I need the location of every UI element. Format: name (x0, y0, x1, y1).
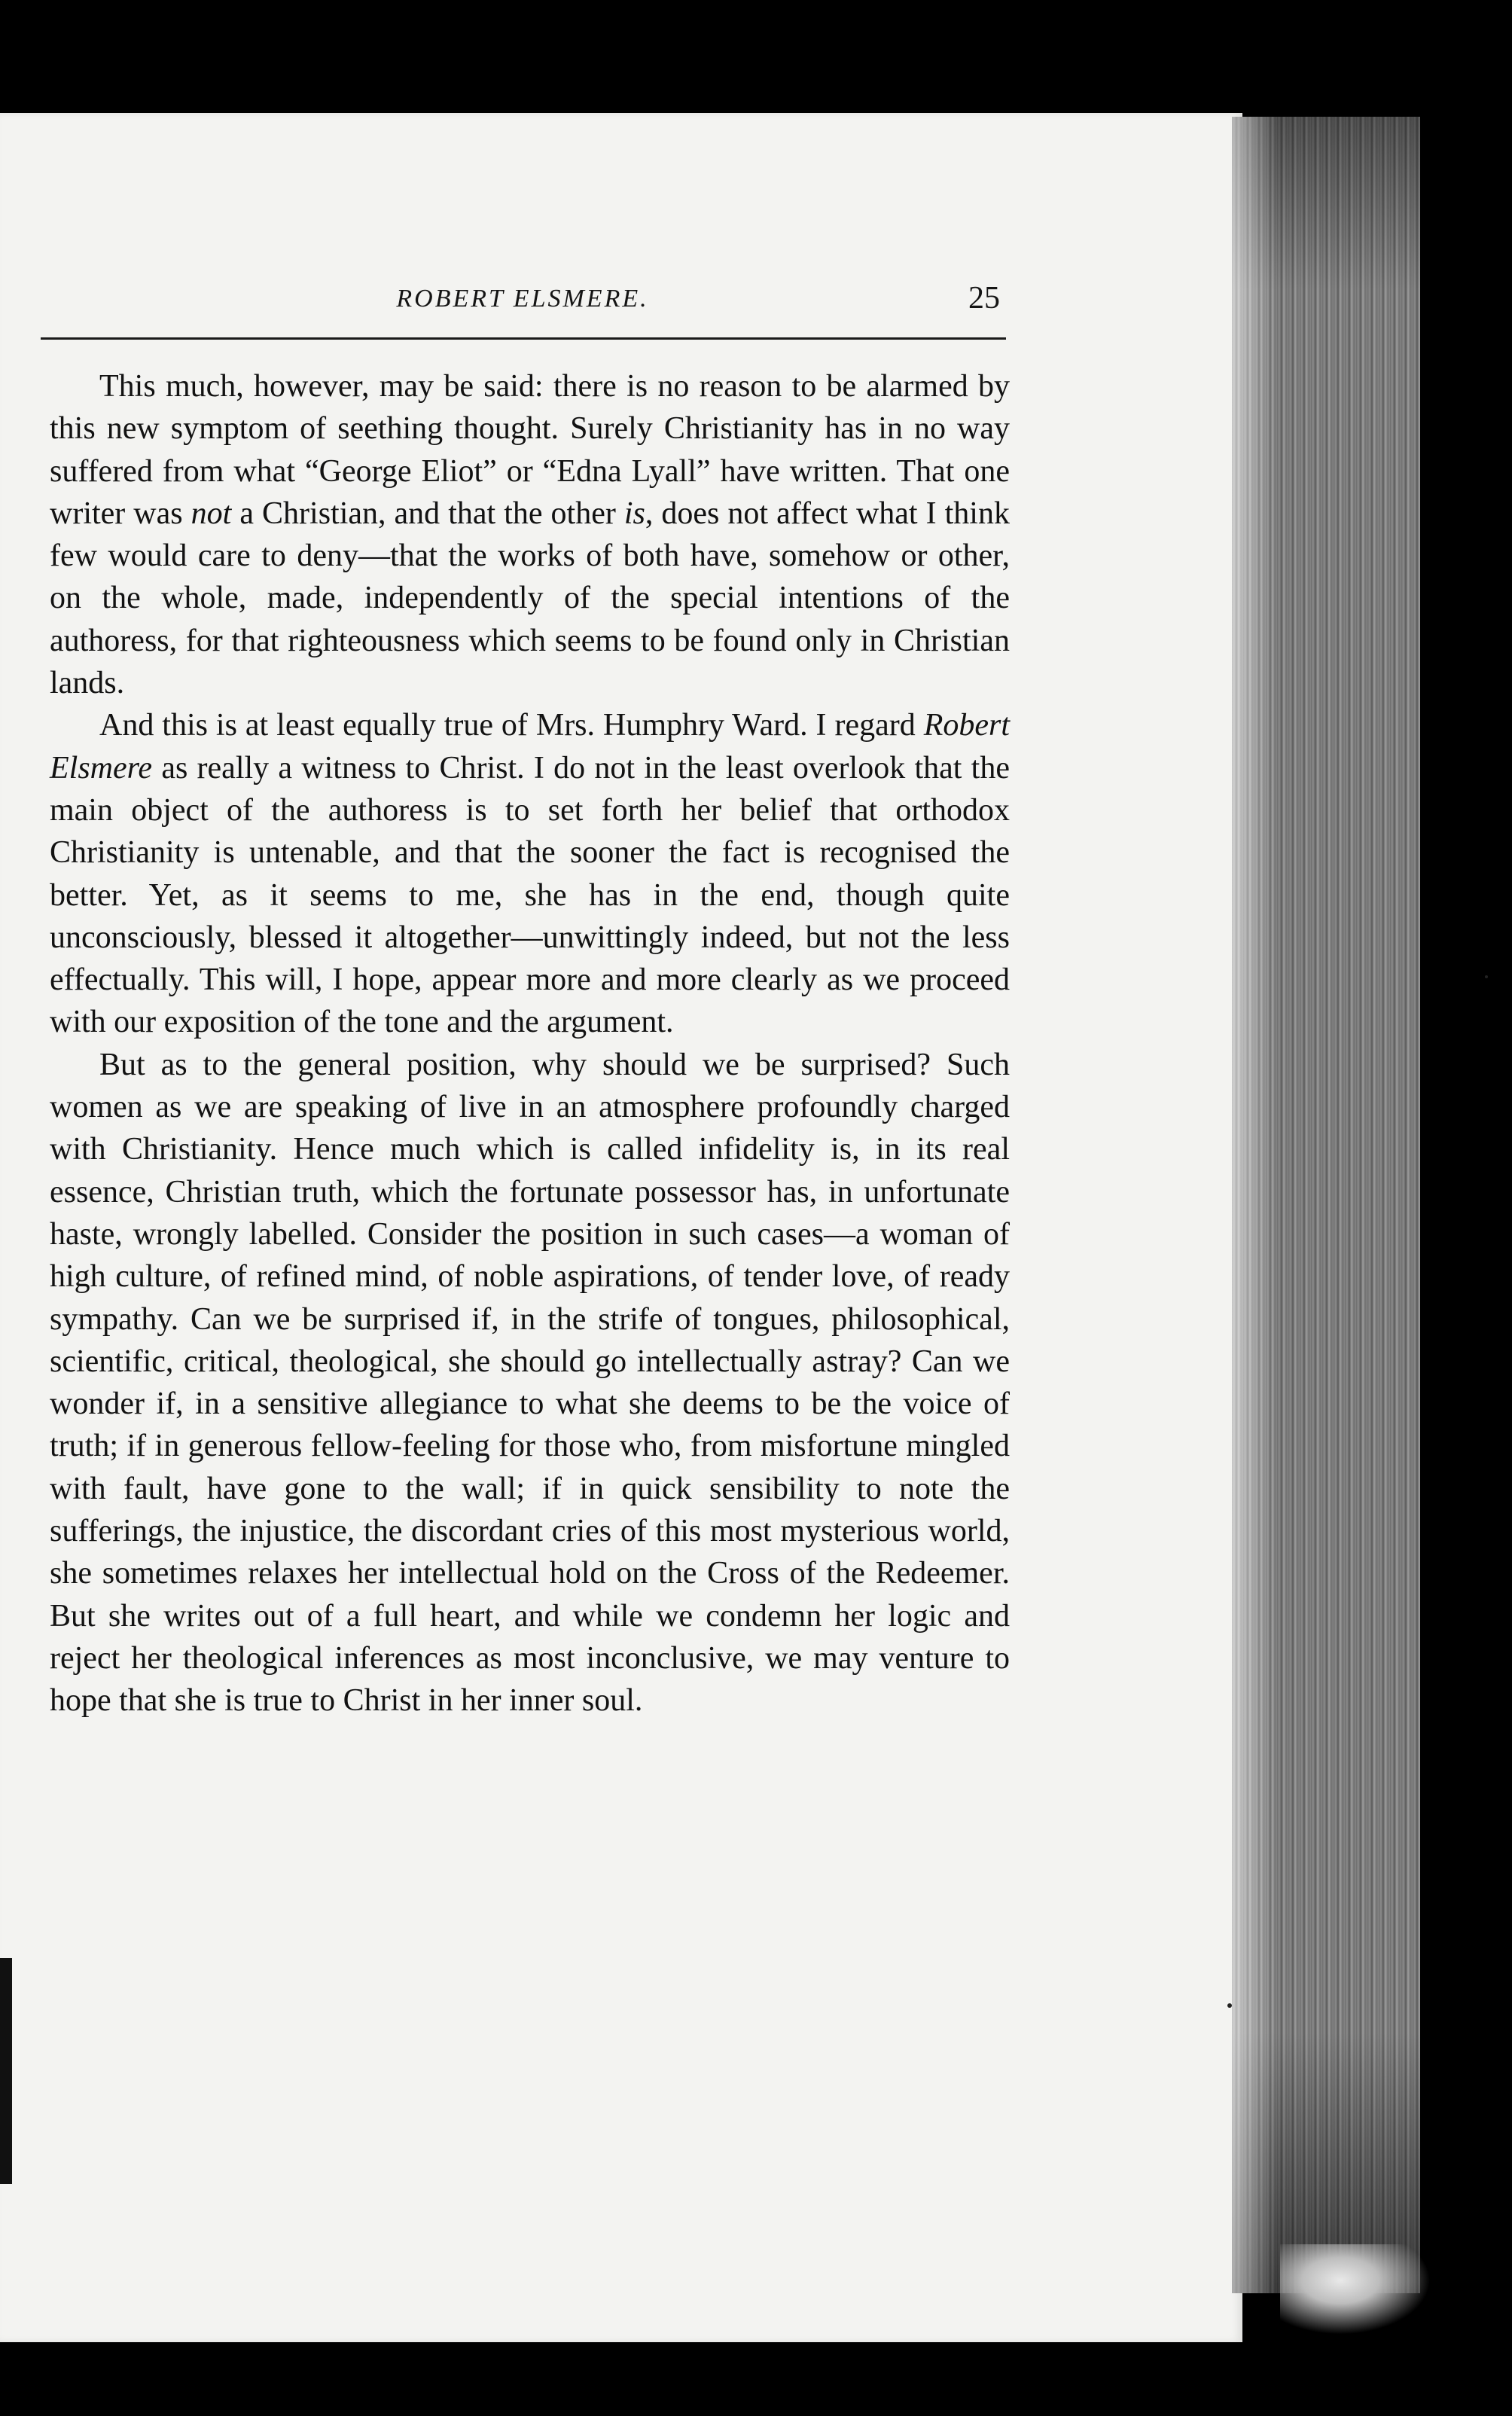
text-run: But as to the general position, why should we be surprised? Such women as we are speaking of live in an atmosphere profoundly charged with Christianity. Hence much which is called infidelity is, in its real essence, Christian truth, which the fortunate possessor has, in unfortunate haste, wrongly labelled. Consider the position in such cases—a woman of high culture, of refined mind, of noble aspirations, of tender love, of ready sympathy. Can we be surprised if, in the strife of tongues, philosophical, scientific, critical, theological, she should go intellectually astray? Can we wonder if, in a sensitive allegiance to what she deems to be the voice of truth; if in generous fellow-feeling for those who, from misfortune mingled with fault, have gone to the wall; if in quick sensibility to note the sufferings, the injustice, the discordant cries of this most mysterious world, she sometimes relaxes her intellectual hold on the Cross of the Redeemer. But she writes out of a full heart, and while we condemn her logic and reject her theological inferences as most inconclusive, we may venture to hope that she is true to Christ in her inner soul. (50, 1047, 1010, 1719)
torn-corner (1280, 2244, 1431, 2335)
text-run: a Christian, and that the other (231, 496, 624, 531)
ink-speck (1485, 975, 1488, 978)
header-rule (41, 337, 1006, 340)
running-title: ROBERT ELSMERE. (396, 285, 649, 313)
paragraph-2 (50, 704, 1010, 1043)
binding-shadow (0, 1958, 12, 2184)
paragraph-3 (50, 1044, 1010, 1722)
text-run: , does not affect what I think few would care to deny—that the works of both have, somehow or other, on the whole, made, independently of the special intentions of the authoress, for that righteousness which seems to be found only in Christian lands. (50, 496, 1010, 701)
page-edges (1232, 117, 1420, 2293)
ink-speck (1227, 2003, 1232, 2008)
paragraph-1 (50, 365, 1010, 704)
running-head (41, 280, 1004, 333)
body-text (50, 365, 1010, 1722)
text-run: as really a witness to Christ. I do not in the least overlook that the main object of the authoress is to set forth her belief that orthodox Christianity is untenable, and that the sooner the fact is recognised the better. Yet, as it seems to me, she has in the end, though quite unconsciously, blessed it altogether—unwittingly indeed, but not the less effectually. This will, I hope, appear more and more clearly as we proceed with our exposition of the tone and the argument. (50, 750, 1010, 1040)
italic-book-title: Robert Elsmere (50, 708, 1010, 786)
text-run: And this is at least equally true of Mrs. Humphry Ward. I regard (99, 708, 924, 743)
text-run: This much, however, may be said: there is no reason to be alarmed by this new symptom of seething thought. Surely Christianity has in no way suffered from what “George Eliot” or “Edna Lyall” have written. That one writer was (50, 369, 1010, 531)
italic-word-is: is (623, 496, 645, 531)
page-number: 25 (968, 281, 1000, 316)
italic-word-not: not (191, 496, 232, 531)
